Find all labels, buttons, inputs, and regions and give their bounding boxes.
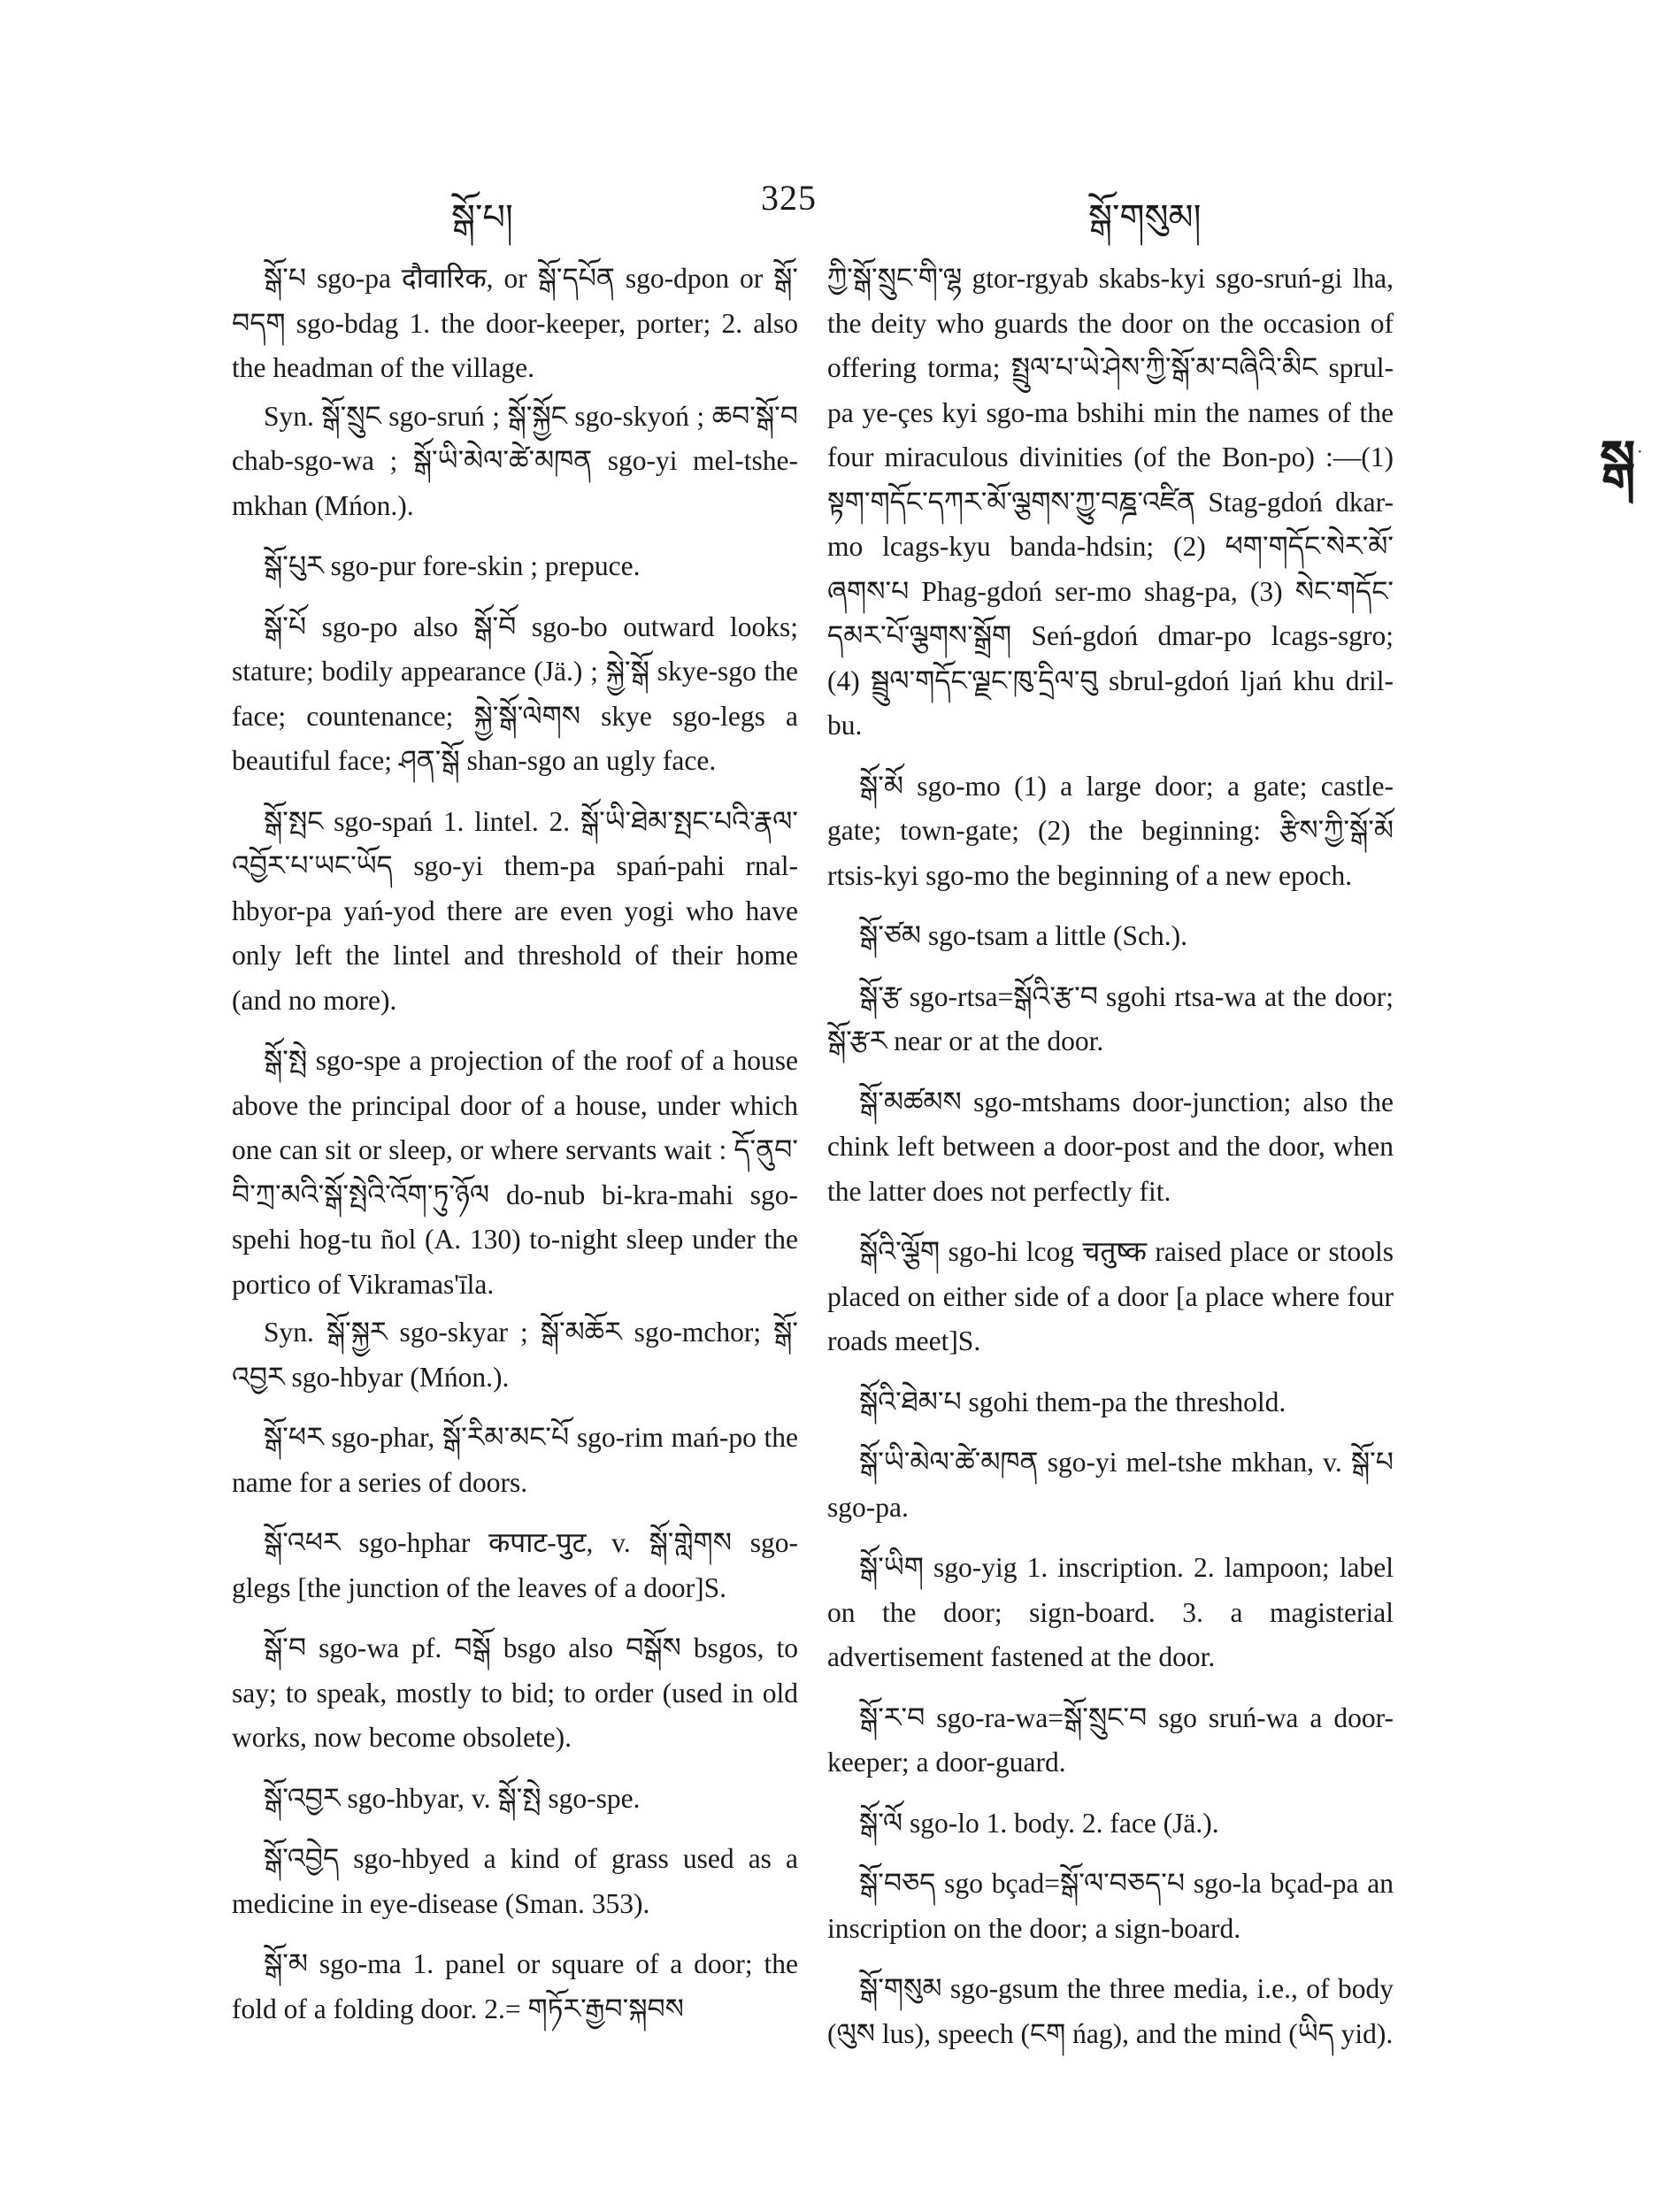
left-column: [232, 257, 798, 2047]
entry-sgo-bcad: སྒོ་བཅད sgo bçad=སྒོ་ལ་བཅད་པ sgo-la bçad-pa an inscription on the door; a sign-board.: [827, 1868, 1394, 1944]
entry-sgo-mtshams: སྒོ་མཚམས sgo-mtshams door-junction; also the chink left between a door-post and the door, when the latter does not perfectly fit.: [827, 1086, 1394, 1207]
entry-syn-sgo-spe: Syn. སྒོ་སྐྱར sgo-skyar ; སྒོ་མཆོར sgo-mchor; སྒོ་འབྱར sgo-hbyar (Mńon.).: [232, 1317, 798, 1393]
entry-sgo-pur: སྒོ་པུར sgo-pur fore-skin ; prepuce.: [264, 550, 641, 581]
entry-sgo-hbyar: སྒོ་འབྱར sgo-hbyar, v. སྒོ་སྤེ sgo-spe.: [264, 1782, 641, 1814]
entry-sgo-rtsa: སྒོ་རྩ sgo-rtsa=སྒོའི་རྩ་བ sgohi rtsa-wa at the door; སྒོ་རྩར near or at the door.: [827, 980, 1394, 1056]
entry-sgo-wa: སྒོ་བ sgo-wa pf. བསྒོ bsgo also བསྒོས bsgos, to say; to speak, mostly to bid; to order (used in old works, now become obsolete).: [232, 1632, 798, 1753]
entry-syn-sgo-pa: Syn. སྒོ་སྲུང sgo-sruń ; སྒོ་སྐྱོང sgo-skyoń ; ཆབ་སྒོ་བ chab-sgo-wa ; སྒོ་ཡི་མེལ་ཚེ་མཁན sgo-yi mel-tshe-mkhan (Mńon.).: [232, 400, 798, 521]
right-column: [827, 257, 1394, 2072]
entry-sgo-hphar: སྒོ་འཕར sgo-hphar कपाट-पुट, v. སྒོ་གླེགས sgo-glegs [the junction of the leaves of a door]S.: [232, 1527, 798, 1603]
entry-sgo-span: སྒོ་སྤང sgo-spań 1. lintel. 2. སྒོ་ཡི་ཐེམ་སྤང་པའི་རྣལ་འབྱོར་པ་ཡང་ཡོད sgo-yi them-pa spań-pahi rnal-hbyor-pa yań-yod there are even yogi who have only left the lintel and threshold of their home (and no more).: [232, 805, 798, 1016]
entry-sgo-ra-wa: སྒོ་ར་བ sgo-ra-wa=སྒོ་སྲུང་བ sgo sruń-wa a door-keeper; a door-guard.: [827, 1701, 1394, 1778]
header-right-guideword: སྒོ་གསུམ།: [1088, 197, 1202, 237]
entry-sgo-spe: སྒོ་སྤེ sgo-spe a projection of the roof of a house above the principal door of a house, under which one can sit or sleep, or where servants wait : དོ་ནུབ་བི་ཀྲ་མའི་སྒོ་སྤེའི་འོག་ཏུ་ཉོལ do-nub bi-kra-mahi sgo-spehi hog-tu ñol (A. 130) to-night sleep under the portico of Vikramas'īla.: [232, 1045, 798, 1300]
entry-sgo-ma-continued: ཀྱི་སྒོ་སྲུང་གི་ལྷ gtor-rgyab skabs-kyi sgo-sruń-gi lha, the deity who guards the door on the occasion of offering torma; སྤྲུལ་པ་ཡེ་ཤེས་ཀྱི་སྒོ་མ་བཞིའི་མིང sprul-pa ye-çes kyi sgo-ma bshihi min the names of the four miraculous divinities (of the Bon-po) :—(1) སྟག་གདོང་དཀར་མོ་ལྕགས་ཀྱུ་བཎྜ་འཛིན Stag-gdoń dkar-mo lcags-kyu banda-hdsin; (2) ཕག་གདོང་སེར་མོ་ཞགས་པ Phag-gdoń ser-mo shag-pa, (3) སེང་གདོང་དམར་པོ་ལྕགས་སྒྲོག Seń-gdoń dmar-po lcags-sgro; (4) སྦྲུལ་གདོང་ལྗང་ཁུ་དྲིལ་བུ sbrul-gdoń ljań khu dril-bu.: [827, 263, 1394, 741]
entry-sgo-yi-mel-tshe: སྒོ་ཡི་མེལ་ཚེ་མཁན sgo-yi mel-tshe mkhan, v. སྒོ་པ sgo-pa.: [827, 1447, 1394, 1523]
thumb-index-dot: ·: [1637, 442, 1643, 462]
thumb-index-tab: སྒ: [1600, 431, 1631, 489]
entry-sgo-phar: སྒོ་ཕར sgo-phar, སྒོ་རིམ་མང་པོ sgo-rim mań-po the name for a series of doors.: [232, 1422, 798, 1498]
entry-sgo-mo: སྒོ་མོ sgo-mo (1) a large door; a gate; castle-gate; town-gate; (2) the beginning: རྩིས་ཀྱི་སྒོ་མོ rtsis-kyi sgo-mo the beginning of a new epoch.: [827, 770, 1394, 891]
entry-sgo-gsum: སྒོ་གསུམ sgo-gsum the three media, i.e., of body (ལུས lus), speech (ངག ńag), and the mind (ཡིད yid).: [827, 1973, 1394, 2049]
entry-sgo-po: སྒོ་པོ sgo-po also སྒོ་བོ sgo-bo outward looks; stature; bodily appearance (Jä.) ; སྐྱེ་སྒོ skye-sgo the face; countenance; སྐྱེ་སྒོ་ལེགས skye sgo-legs a beautiful face; ཤན་སྒོ shan-sgo an ugly face.: [232, 611, 798, 776]
entry-sgo-hbyed: སྒོ་འབྱེད sgo-hbyed a kind of grass used as a medicine in eye-disease (Sman. 353).: [232, 1843, 798, 1919]
entry-sgo-hi-lcog: སྒོའི་ལྕོག sgo-hi lcog चतुष्क raised place or stools placed on either side of a door [a place where four roads meet]S.: [827, 1236, 1394, 1356]
entry-sgo-ma: སྒོ་མ sgo-ma 1. panel or square of a door; the fold of a folding door. 2.= གཏོར་རྒྱབ་སྐབས: [232, 1948, 798, 2024]
entry-sgohi-them-pa: སྒོའི་ཐེམ་པ sgohi them-pa the threshold.: [859, 1386, 1286, 1417]
entry-sgo-tsam: སྒོ་ཙམ sgo-tsam a little (Sch.).: [859, 920, 1187, 951]
entry-sgo-pa: སྒོ་པ sgo-pa दौवारिक, or སྒོ་དཔོན sgo-dpon or སྒོ་བདག sgo-bdag 1. the door-keeper, porter; 2. also the headman of the village.: [232, 263, 798, 383]
page-number: 325: [761, 178, 817, 218]
entry-sgo-lo: སྒོ་ལོ sgo-lo 1. body. 2. face (Jä.).: [859, 1807, 1219, 1839]
page-header: [230, 177, 1416, 237]
entry-sgo-yig: སྒོ་ཡིག sgo-yig 1. inscription. 2. lampoon; label on the door; sign-board. 3. a magisterial advertisement fastened at the door.: [827, 1552, 1394, 1672]
header-left-guideword: སྒོ་པ།: [451, 197, 513, 237]
